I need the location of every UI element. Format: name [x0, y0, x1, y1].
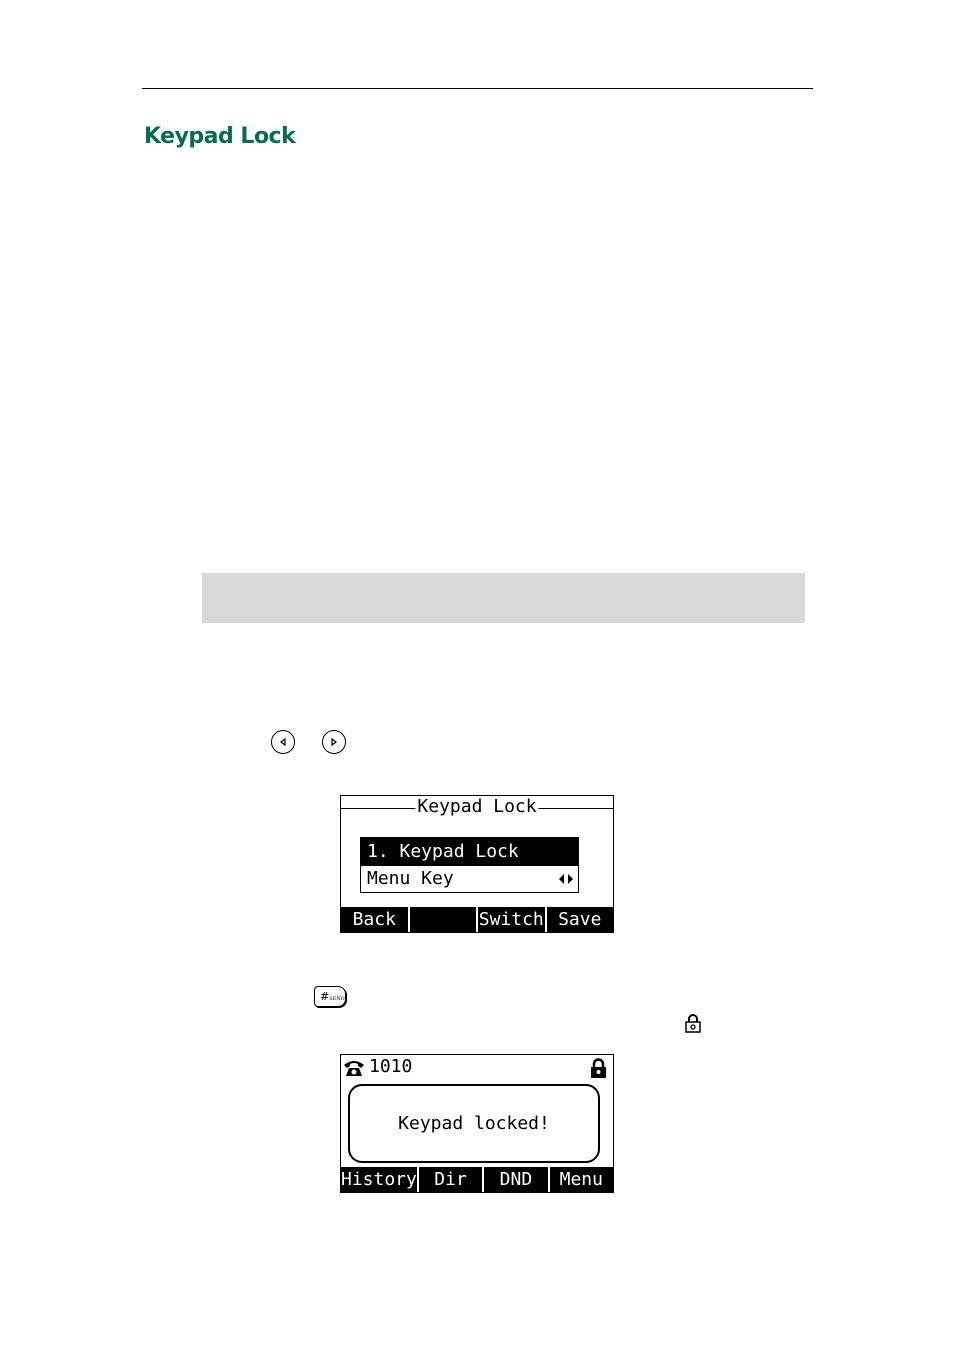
- triangle-left-icon: [279, 738, 287, 746]
- softkey-menu[interactable]: Menu: [548, 1167, 613, 1192]
- softkey-bar: [341, 1167, 613, 1192]
- softkey-back[interactable]: Back: [352, 909, 396, 930]
- softkey-dnd[interactable]: DND: [482, 1167, 547, 1192]
- softkey-empty: [408, 907, 477, 932]
- pound-key-icon: [314, 986, 346, 1007]
- header-rule: [142, 88, 813, 89]
- lock-icon: [590, 1058, 607, 1078]
- phone-icon: [343, 1059, 365, 1077]
- setting-box: [360, 837, 579, 893]
- softkey-history[interactable]: History: [341, 1169, 417, 1190]
- account-label: 1010: [369, 1056, 413, 1077]
- popup-message: [348, 1084, 600, 1163]
- softkey-save[interactable]: Save: [545, 907, 614, 932]
- pound-sub-label: SEND: [329, 996, 345, 1002]
- popup-text: Keypad locked!: [398, 1113, 550, 1134]
- lcd-screen-keypad-lock-settings: [340, 795, 614, 933]
- softkey-bar: [341, 907, 613, 932]
- pound-glyph: #: [320, 990, 330, 1003]
- section-title: Keypad Lock: [144, 124, 296, 149]
- left-right-arrows-icon: [558, 874, 574, 884]
- status-bar: [341, 1055, 613, 1081]
- triangle-right-icon: [330, 738, 338, 746]
- softkey-switch[interactable]: Switch: [476, 907, 545, 932]
- lock-icon: [685, 1014, 701, 1033]
- note-box: [202, 573, 805, 623]
- lcd-title: Keypad Lock: [417, 796, 537, 817]
- setting-value: Menu Key: [367, 868, 454, 889]
- left-navigation-key: [271, 730, 295, 754]
- setting-item-selected[interactable]: 1. Keypad Lock: [361, 838, 578, 866]
- lcd-screen-keypad-locked: [340, 1054, 614, 1193]
- right-navigation-key: [322, 730, 346, 754]
- setting-value-field[interactable]: [361, 866, 578, 892]
- softkey-dir[interactable]: Dir: [417, 1167, 482, 1192]
